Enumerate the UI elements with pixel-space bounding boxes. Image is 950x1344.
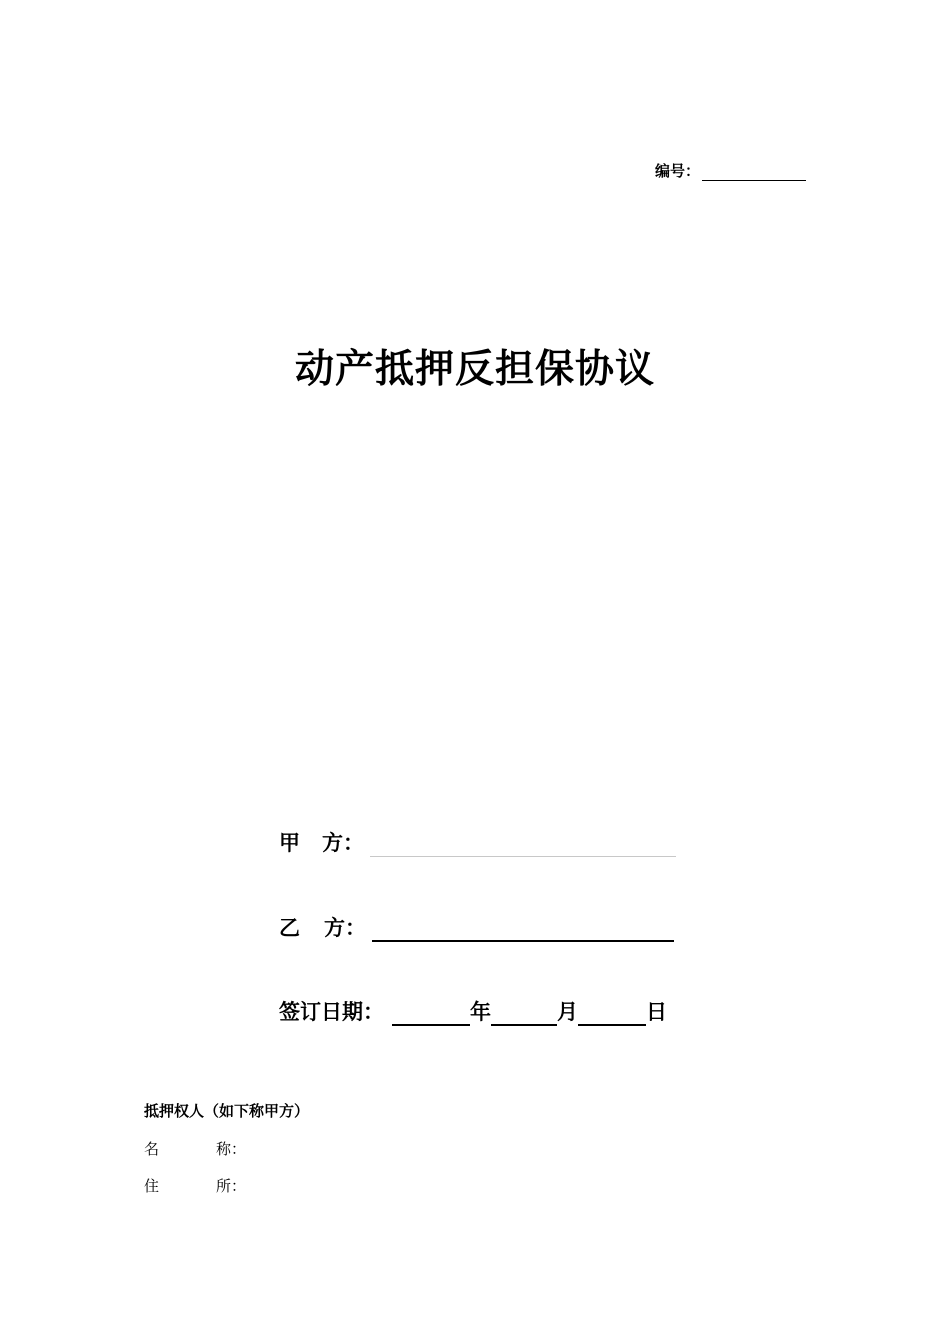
year-label: 年 [470,1000,491,1024]
day-blank[interactable] [578,1002,646,1026]
party-a-label-suffix: 方： [322,831,364,855]
month-blank[interactable] [491,1002,557,1026]
name-label-suffix: 称： [216,1140,247,1158]
mortgagee-name-field [144,1138,246,1159]
party-a-label-char: 甲 [279,831,300,855]
party-b-label-suffix: 方： [324,916,366,940]
address-label-suffix: 所： [216,1177,247,1195]
name-label-char: 名 [144,1140,160,1158]
year-blank[interactable] [392,1002,470,1026]
mortgagee-heading: 抵押权人（如下称甲方） [144,1102,310,1120]
contract-number-label: 编号： [655,162,701,180]
address-label-char: 住 [144,1177,160,1195]
party-b-blank[interactable] [372,918,674,942]
day-label: 日 [646,1000,667,1024]
party-a-blank[interactable] [370,834,676,857]
contract-number-row [655,160,806,181]
sign-date-label: 签订日期： [279,1000,384,1024]
party-a-line [279,827,676,857]
party-b-line [279,912,674,942]
month-label: 月 [557,1000,578,1024]
contract-number-blank[interactable] [702,162,806,181]
mortgagee-address-field [144,1175,246,1196]
sign-date-line [279,996,667,1026]
document-title: 动产抵押反担保协议 [294,347,655,392]
party-b-label-char: 乙 [279,916,300,940]
